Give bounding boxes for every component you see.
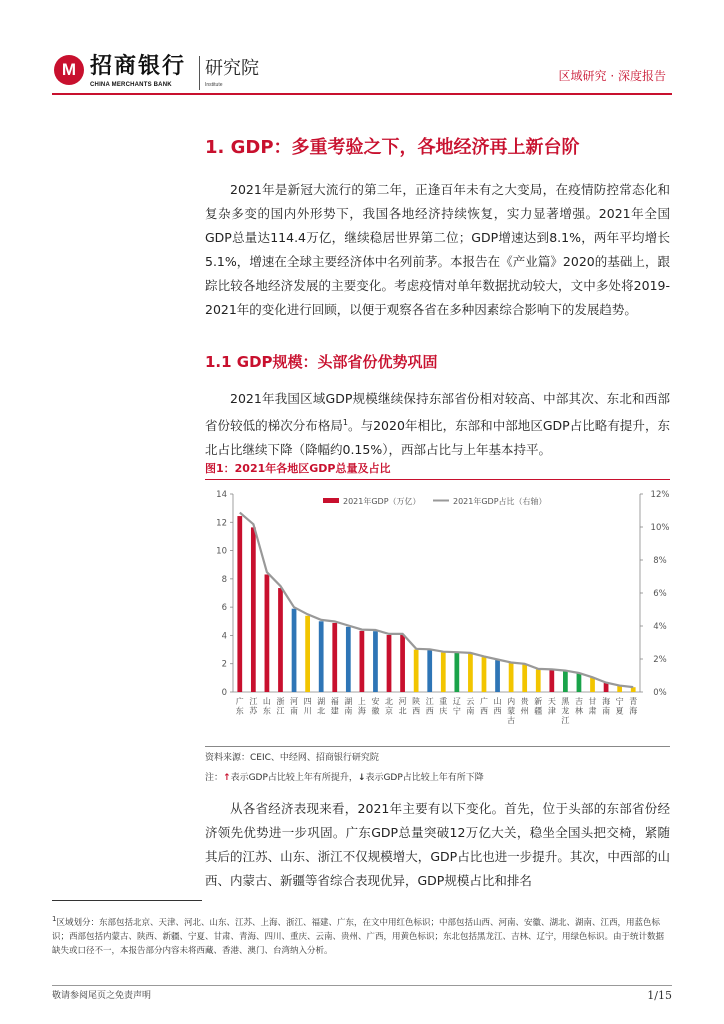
category-label: 广 (479, 697, 488, 706)
footnote-marker: 1 (52, 915, 57, 923)
category-label: 西 (479, 706, 488, 716)
category-label: 西 (412, 706, 421, 716)
category-label: 新 (534, 697, 543, 706)
down-arrow-icon: ↓ (357, 773, 366, 783)
category-label: 西 (425, 706, 434, 716)
gdp-scale-paragraph (205, 387, 670, 462)
gdp-scale-text: 2021年我国区域GDP规模继续保持东部省份相对较高、中部其次、东北和西部省份较低的梯次分布格局 (205, 391, 670, 434)
gdp-bar (495, 660, 500, 692)
y-left-tick-label: 10 (216, 546, 227, 557)
gdp-bar (468, 654, 473, 692)
category-label: 山 (493, 697, 502, 706)
category-label: 南 (466, 706, 475, 716)
y-right-tick-label: 10% (650, 523, 670, 533)
y-left-tick-label: 4 (221, 631, 227, 642)
note-up-text: 表示GDP占比较上年有所提升， (230, 773, 358, 783)
chart-legend (323, 496, 547, 506)
category-label: 南 (290, 706, 299, 716)
note-down-text: 表示GDP占比较上年有所下降 (365, 773, 484, 783)
province-changes-paragraph (205, 797, 670, 893)
section-heading: 1. GDP：多重考验之下，各地经济再上新台阶 (205, 137, 580, 158)
y-right-tick-label: 0% (653, 688, 667, 698)
gdp-scale-text-2: 。与2020年相比，东部和中部地区GDP占比略有提升，东北占比继续下降（降幅约0.15%），西部占比与上年基本持平。 (205, 418, 670, 458)
category-label: 广 (235, 697, 244, 706)
category-label: 江 (425, 697, 434, 706)
gdp-bar (441, 653, 446, 692)
category-label: 河 (398, 697, 407, 706)
category-label: 京 (385, 706, 394, 716)
y-left-tick-label: 12 (216, 518, 227, 529)
gdp-bar (400, 635, 405, 692)
category-label: 四 (303, 697, 312, 706)
category-label: 上 (357, 697, 366, 706)
category-label: 河 (290, 697, 299, 706)
footer-disclaimer[interactable]: 敬请参阅尾页之免责声明 (52, 991, 152, 1001)
gdp-bar (509, 663, 514, 692)
y-right-tick-label: 12% (650, 490, 670, 500)
category-label: 浙 (276, 697, 285, 706)
category-label: 山 (262, 697, 271, 706)
gdp-bar (549, 670, 554, 692)
category-label: 湖 (344, 697, 353, 706)
category-label: 津 (547, 706, 556, 716)
figure-bottom-rule (205, 746, 670, 747)
category-label: 夏 (615, 706, 624, 716)
legend-line-label: 2021年GDP占比（右轴） (453, 497, 547, 506)
category-label: 海 (357, 706, 366, 716)
category-label: 江 (561, 716, 570, 725)
gdp-bar (346, 627, 351, 692)
legend-bar-swatch (323, 498, 339, 503)
category-label: 陕 (412, 697, 421, 706)
category-label: 北 (317, 706, 326, 716)
category-label: 州 (520, 706, 529, 716)
category-label: 内 (507, 697, 516, 706)
category-label: 肃 (588, 706, 597, 716)
y-left-tick-label: 2 (221, 659, 227, 670)
category-label: 北 (398, 706, 407, 716)
note-prefix: 注： (205, 773, 224, 783)
footer-rule (52, 985, 672, 986)
y-right-tick-label: 2% (653, 655, 667, 665)
footnote (52, 912, 672, 958)
up-arrow-icon: ↑ (223, 773, 231, 783)
gdp-bar (577, 673, 582, 692)
share-line (240, 513, 633, 688)
category-label: 徽 (371, 706, 380, 716)
figure-note (205, 772, 484, 784)
category-label: 南 (602, 706, 611, 716)
category-label: 甘 (588, 697, 597, 706)
gdp-bar (427, 650, 432, 692)
category-label: 江 (249, 697, 258, 706)
category-label: 疆 (534, 706, 543, 716)
y-right-tick-label: 4% (653, 622, 667, 632)
institute-name: 研究院 (205, 58, 259, 79)
gdp-bar (387, 635, 392, 692)
gdp-bar (414, 650, 419, 692)
category-label: 湖 (317, 697, 326, 706)
gdp-bar (454, 653, 459, 692)
category-label: 古 (507, 716, 516, 725)
gdp-bar (292, 609, 297, 692)
gdp-bar (237, 516, 242, 692)
bank-name: 招商银行 (90, 54, 187, 79)
y-left-tick-label: 14 (216, 490, 227, 500)
figure-title: 图1：2021年各地区GDP总量及占比 (205, 462, 391, 475)
y-left-tick-label: 6 (221, 603, 227, 614)
legend-bar-label: 2021年GDP（万亿） (343, 497, 421, 506)
category-label: 西 (493, 706, 502, 716)
intro-paragraph (205, 178, 670, 322)
gdp-bar (522, 664, 527, 692)
gdp-bar (319, 621, 324, 692)
category-label: 龙 (561, 706, 570, 716)
category-label: 重 (439, 697, 448, 706)
gdp-bar (604, 683, 609, 692)
category-label: 福 (330, 697, 339, 706)
province-changes-text: 从各省经济表现来看，2021年主要有以下变化。首先，位于头部的东部省份经济领先优势进一步巩固。广东GDP总量突破12万亿大关，稳坐全国头把交椅，紧随其后的江苏、山东、浙江不仅规模增大，GDP占比也进一步提升。其次，中西部的山西、内蒙古、新疆等省综合表现优异，GDP规模占比和排名 (205, 801, 670, 888)
bank-name-en: CHINA MERCHANTS BANK (90, 82, 172, 88)
logo-divider (199, 56, 200, 90)
y-left-tick-label: 0 (221, 688, 227, 698)
y-right-tick-label: 6% (653, 589, 667, 599)
category-label: 海 (602, 697, 611, 706)
category-label: 北 (385, 697, 394, 706)
figure-source: 资料来源：CEIC、中经网、招商银行研究院 (205, 753, 379, 763)
y-left-tick-label: 8 (221, 574, 227, 585)
category-label: 青 (629, 697, 638, 706)
logo-letter: M (61, 60, 77, 79)
figure-top-rule (205, 479, 670, 480)
category-label: 南 (344, 706, 353, 716)
gdp-bar (278, 588, 283, 692)
category-label: 林 (574, 706, 583, 716)
category-label: 海 (629, 706, 638, 716)
y-right-tick-label: 8% (653, 556, 667, 566)
gdp-bar (482, 657, 487, 692)
category-label: 云 (466, 697, 475, 706)
footnote-ref[interactable]: 1 (342, 418, 348, 427)
gdp-bar (360, 631, 365, 692)
page-number: 1/15 (647, 989, 672, 1002)
category-label: 蒙 (507, 706, 516, 716)
footnote-text: 区域划分：东部包括北京、天津、河北、山东、江苏、上海、浙江、福建、广东，在文中用红色标识；中部包括山西、河南、安徽、湖北、湖南、江西，用蓝色标识；西部包括内蒙古、陕西、新疆、宁夏、甘肃、青海、四川、重庆、云南、贵州、广西，用黄色标识；东北包括黑龙江、吉林、辽宁，用绿色标识。由于统计数据缺失或口径不一，本报告部分内容未将西藏、香港、澳门、台湾纳入分析。 (52, 917, 665, 956)
category-label: 川 (303, 706, 312, 716)
institute-name-en: Institute (205, 82, 223, 88)
gdp-bar (563, 671, 568, 692)
footnote-rule (52, 900, 202, 901)
gdp-bar (305, 616, 310, 692)
category-label: 宁 (615, 697, 624, 706)
category-label: 吉 (574, 697, 583, 706)
gdp-bar (536, 669, 541, 692)
category-label: 建 (330, 706, 339, 716)
report-tag: 区域研究 · 深度报告 (558, 69, 666, 83)
category-label: 东 (262, 706, 271, 716)
gdp-bar (265, 574, 270, 692)
gdp-bar (332, 623, 337, 692)
subsection-heading: 1.1 GDP规模：头部省份优势巩固 (205, 353, 438, 371)
category-label: 贵 (520, 697, 529, 706)
intro-paragraph-text: 2021年是新冠大流行的第二年，正逢百年未有之大变局，在疫情防控常态化和复杂多变的国内外形势下，我国各地经济持续恢复，实力显著增强。2021年全国GDP总量达114.4万亿，继续稳居世界第二位；GDP增速达到8.1%，两年平均增长5.1%，增速在全球主要经济体中名列前茅。本报告在《产业篇》2020的基础上，跟踪比较各地经济发展的主要变化。考虑疫情对单年数据扰动较大，文中多处将2019-2021年的变化进行回顾，以便于观察各省在多种因素综合影响下的发展趋势。 (205, 182, 670, 317)
category-label: 宁 (452, 706, 461, 716)
gdp-bar (373, 631, 378, 692)
category-label: 安 (371, 697, 380, 706)
category-label: 东 (235, 706, 244, 716)
gdp-bar (590, 678, 595, 692)
gdp-chart (205, 482, 670, 744)
category-label: 苏 (249, 706, 258, 716)
chart-share-line (240, 513, 633, 688)
category-label: 江 (276, 706, 285, 716)
header-rule (52, 93, 672, 95)
category-label: 庆 (439, 706, 448, 716)
category-label: 天 (547, 697, 556, 706)
chart-bars (237, 516, 635, 692)
category-label: 辽 (452, 697, 461, 706)
category-label: 黑 (561, 697, 570, 706)
gdp-bar (251, 527, 256, 692)
